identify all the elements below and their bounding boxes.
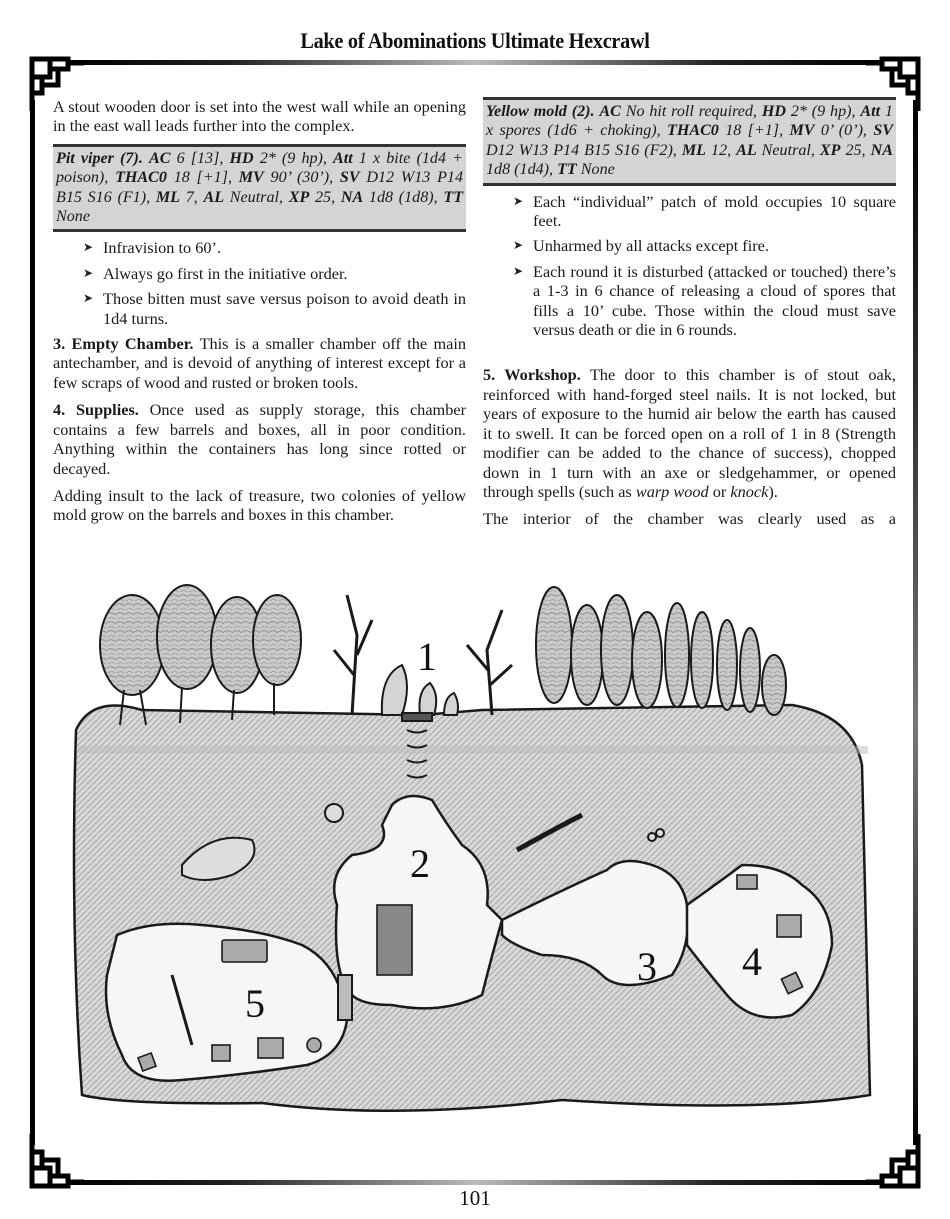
stat-key: XP <box>288 188 310 206</box>
stat-value: 18 [+1], <box>173 169 232 187</box>
stat-value: Neutral, <box>761 141 815 159</box>
room-3-body: This is a smaller chamber off the main antechamber, and is devoid of anything of interest except for a few scraps of wood and rusted or broken tools. <box>53 334 466 392</box>
stat-value: None <box>56 208 90 226</box>
room-3-paragraph <box>53 334 466 392</box>
stat-value: 2* (9 hp), <box>259 149 327 167</box>
spell-warp-wood: warp wood <box>635 481 709 501</box>
pit-viper-traits <box>53 238 466 328</box>
room-label-1: 1 <box>417 634 437 679</box>
intro-paragraph: A stout wooden door is set into the west wall while an opening in the east wall leads further into the complex. <box>53 97 466 136</box>
stat-key: MV <box>789 122 815 140</box>
stat-value: 12, <box>710 141 732 159</box>
monster-name: Yellow mold (2). <box>486 103 595 120</box>
stat-key: ML <box>681 141 706 159</box>
trees-left <box>100 585 301 725</box>
stat-key: AC <box>599 103 621 120</box>
trait-item <box>483 236 896 255</box>
stat-key: Att <box>860 103 881 120</box>
stat-key: HD <box>761 103 786 120</box>
stat-key: THAC0 <box>666 122 719 140</box>
stat-value: None <box>580 161 615 179</box>
stat-block-pit-viper <box>53 144 466 233</box>
stat-key: THAC0 <box>115 169 167 187</box>
stat-key: HD <box>229 149 254 167</box>
trait-text: Each “individual” patch of mold occupies 10 square feet. <box>533 191 896 231</box>
arrow-bullet-icon: ➤ <box>83 240 94 255</box>
stat-value: D12 W13 P14 B15 S16 (F1), <box>56 169 463 206</box>
trees-right <box>536 587 786 715</box>
trait-item <box>53 264 466 283</box>
yellow-mold-traits <box>483 192 896 340</box>
room-4-body: Once used as supply storage, this chamber contains a few barrels and boxes, all in poor condition. Anything within the containers has long since rotted or decayed. <box>53 400 466 478</box>
stat-value: 25, <box>845 141 866 159</box>
arrow-bullet-icon: ➤ <box>513 263 524 278</box>
stat-value: 1 x spores (1d6 + choking), <box>486 103 893 140</box>
stat-value: 0’ (0’), <box>820 122 867 140</box>
stat-key: NA <box>340 188 364 206</box>
dungeon-cross-section-map <box>62 575 894 1130</box>
trait-text: Infravision to 60’. <box>103 238 222 258</box>
trait-text: Always go first in the initiative order. <box>103 263 348 283</box>
frame-left-rule <box>30 100 35 1145</box>
room-5-body-end: ). <box>768 481 778 501</box>
room-4-paragraph <box>53 400 466 478</box>
workshop-door <box>338 975 352 1020</box>
corner-knot-bottom-left-icon <box>28 1134 84 1190</box>
room-4-extra-paragraph: Adding insult to the lack of treasure, two colonies of yellow mold grow on the barrels and boxes in this chamber. <box>53 485 466 525</box>
stat-value: 1d8 (1d4), <box>486 161 554 179</box>
arrow-bullet-icon: ➤ <box>513 193 524 208</box>
stat-key: SV <box>873 122 893 140</box>
stat-value: 25, <box>315 188 336 206</box>
stat-value: D12 W13 P14 B15 S16 (F2), <box>486 141 677 159</box>
room-4-heading: 4. Supplies. <box>53 400 139 420</box>
stat-key: AL <box>203 188 225 206</box>
frame-bottom-rule <box>70 1180 880 1185</box>
room-3-heading: 3. Empty Chamber. <box>53 334 194 354</box>
trait-item <box>53 289 466 328</box>
monster-name: Pit viper (7). <box>56 149 143 167</box>
stat-key: AL <box>736 141 757 159</box>
spell-knock: knock <box>730 481 769 501</box>
arrow-bullet-icon: ➤ <box>83 265 94 280</box>
stat-value: 1d8 (1d8), <box>368 188 438 206</box>
stat-value: 2* (9 hp), <box>790 103 856 120</box>
continuation-paragraph: The interior of the chamber was clearly used as a <box>483 509 896 529</box>
stat-key: SV <box>339 169 360 187</box>
trait-text: Each round it is disturbed (attacked or touched) there’s a 1-3 in 6 chance of releasing a cloud of spores that fills a 10’ cube. Those within the cloud must save versus death or die in 6 rounds. <box>533 261 896 340</box>
trait-text: Unharmed by all attacks except fire. <box>533 236 769 256</box>
room-5-paragraph <box>483 365 896 501</box>
arrow-bullet-icon: ➤ <box>513 238 524 253</box>
stat-value: 1 x bite (1d4 + poison), <box>56 149 463 187</box>
stat-value: 7, <box>185 188 198 206</box>
stat-value: Neutral, <box>229 188 283 206</box>
corner-knot-bottom-right-icon <box>866 1134 922 1190</box>
left-column <box>53 97 466 533</box>
right-column <box>483 97 896 537</box>
frame-top-rule <box>70 60 880 65</box>
room-5-heading: 5. Workshop. <box>483 365 581 385</box>
stat-value: 18 [+1], <box>725 122 784 140</box>
stat-key: NA <box>870 141 893 159</box>
conjunction: or <box>708 481 731 501</box>
stat-key: MV <box>238 169 264 187</box>
stat-key: AC <box>148 149 171 167</box>
arrow-bullet-icon: ➤ <box>83 291 94 306</box>
stat-value: No hit roll required, <box>625 103 757 120</box>
trait-item <box>53 238 466 257</box>
stat-key: XP <box>819 141 841 159</box>
frame-right-rule <box>913 100 918 1145</box>
trait-item <box>483 262 896 340</box>
room-5-body: The door to this chamber is of stout oak, reinforced with hand-forged steel nails. It is not locked, but years of exposure to the humid air below the earth has caused it to swell. It can be forced open on a roll of 1 in 8 (Strength modifier can be added to the chance of success), chopped down in 1 turn with an axe or sledgehammer, or opened through spells (such as <box>483 365 896 501</box>
room-label-3: 3 <box>637 944 657 989</box>
stat-key: TT <box>443 188 464 206</box>
stat-block-yellow-mold <box>483 97 896 186</box>
trait-item <box>483 192 896 231</box>
running-head: Lake of Abominations Ultimate Hexcrawl <box>300 28 650 53</box>
stat-value: 6 [13], <box>176 149 224 167</box>
stat-key: Att <box>333 149 353 167</box>
stat-value: 90’ (30’), <box>270 169 334 187</box>
room-label-4: 4 <box>742 939 762 984</box>
stat-key: ML <box>155 188 180 206</box>
room-label-5: 5 <box>245 981 265 1026</box>
skull-icon <box>325 804 343 822</box>
trait-text: Those bitten must save versus poison to avoid death in 1d4 turns. <box>103 289 466 328</box>
stat-key: TT <box>557 161 577 179</box>
page-number: 101 <box>459 1186 491 1210</box>
room-label-2: 2 <box>410 841 430 886</box>
